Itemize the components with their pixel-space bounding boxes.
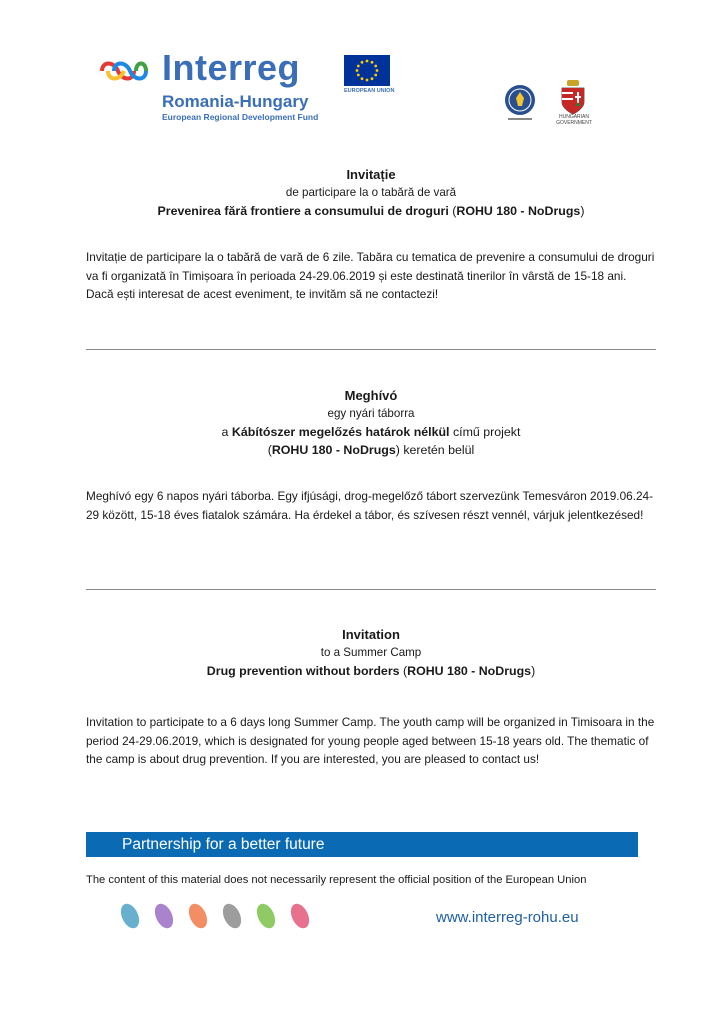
partnership-banner [86,832,638,857]
section-hu-heading [86,387,656,459]
interreg-logo-region: Romania-Hungary [162,92,309,111]
section-ro-title: Invitație [346,167,396,182]
hungarian-government-label: HUNGARIAN GOVERNMENT [556,114,592,126]
section-en-body: Invitation to participate to a 6 days long Summer Camp. The youth camp will be organized in Timisoara in the period 24-29.06.2019, which is designated for young people aged between 15-18 years old. The thematic of the camp is about drug prevention. If you are interested, you are pleased to contact us! [86,715,655,767]
website-link[interactable]: www.interreg-rohu.eu [436,909,579,926]
section-en-subtitle: to a Summer Camp [320,646,422,659]
section-hu-project-line [86,423,656,441]
interreg-logo-icon [96,56,152,86]
romanian-government-seal-icon [502,84,538,124]
hungarian-crest-icon [558,78,588,116]
section-en-project-name: Drug prevention without borders [206,664,400,678]
section-ro-body: Invitație de participare la o tabără de vară de 6 zile. Tabăra cu tematica de prevenire a consumului de droguri va fi organizată în Timișoara în perioada 24-29.06.2019 și este destinată tinerilor în vârstă de 15-18 ani. Dacă ești interesat de acest eveniment, te invităm să ne contactezi! [86,250,655,302]
section-divider [86,349,656,350]
section-en-heading [86,626,656,680]
section-hu-code-suffix: keretén belül [403,443,475,457]
section-hu-project-name: Kábítószer megelőzés határok nélkül [231,425,450,439]
section-divider [86,589,656,590]
section-ro-project-code: ROHU 180 - NoDrugs [456,204,581,218]
section-en-project-code: ROHU 180 - NoDrugs [407,664,532,678]
section-hu-title: Meghívó [344,388,398,403]
eu-disclaimer: The content of this material does not necessarily represent the official position of the European Union [86,874,587,886]
eu-label: EUROPEAN UNION [344,88,395,94]
interreg-logo-title: Interreg [162,47,301,88]
section-hu-project-code: ROHU 180 - NoDrugs [271,443,396,457]
section-ro-project-line: Prevenirea fără frontiere a consumului de droguri (ROHU 180 - NoDrugs) [157,204,585,218]
section-hu-subtitle: egy nyári táborra [327,407,415,420]
decorative-brush-strokes-icon [118,898,318,934]
section-hu-code-line: (ROHU 180 - NoDrugs) keretén belül [267,443,475,457]
section-en-title: Invitation [342,627,400,642]
section-ro-heading [86,166,656,220]
interreg-logo-fund: European Regional Development Fund [162,112,319,122]
section-hu-body: Meghívó egy 6 napos nyári táborba. Egy ifjúsági, drog-megelőző tábort szervezünk Temesváron 2019.06.24-29 között, 15-18 éves fiatalok számára. Ha érdekel a tábor, és szívesen részt vennél, várjuk jelentkezésed! [86,489,654,522]
section-hu-prefix: a [221,425,229,439]
partnership-text: Partnership for a better future [122,836,325,853]
section-ro-subtitle: de participare la o tabără de vară [285,186,457,199]
section-hu-project-suffix: című projekt [452,425,521,439]
section-en-project-line: Drug prevention without borders (ROHU 180 - NoDrugs) [206,664,536,678]
section-ro-project-name: Prevenirea fără frontiere a consumului de droguri [157,204,449,218]
eu-flag-icon [344,55,390,86]
